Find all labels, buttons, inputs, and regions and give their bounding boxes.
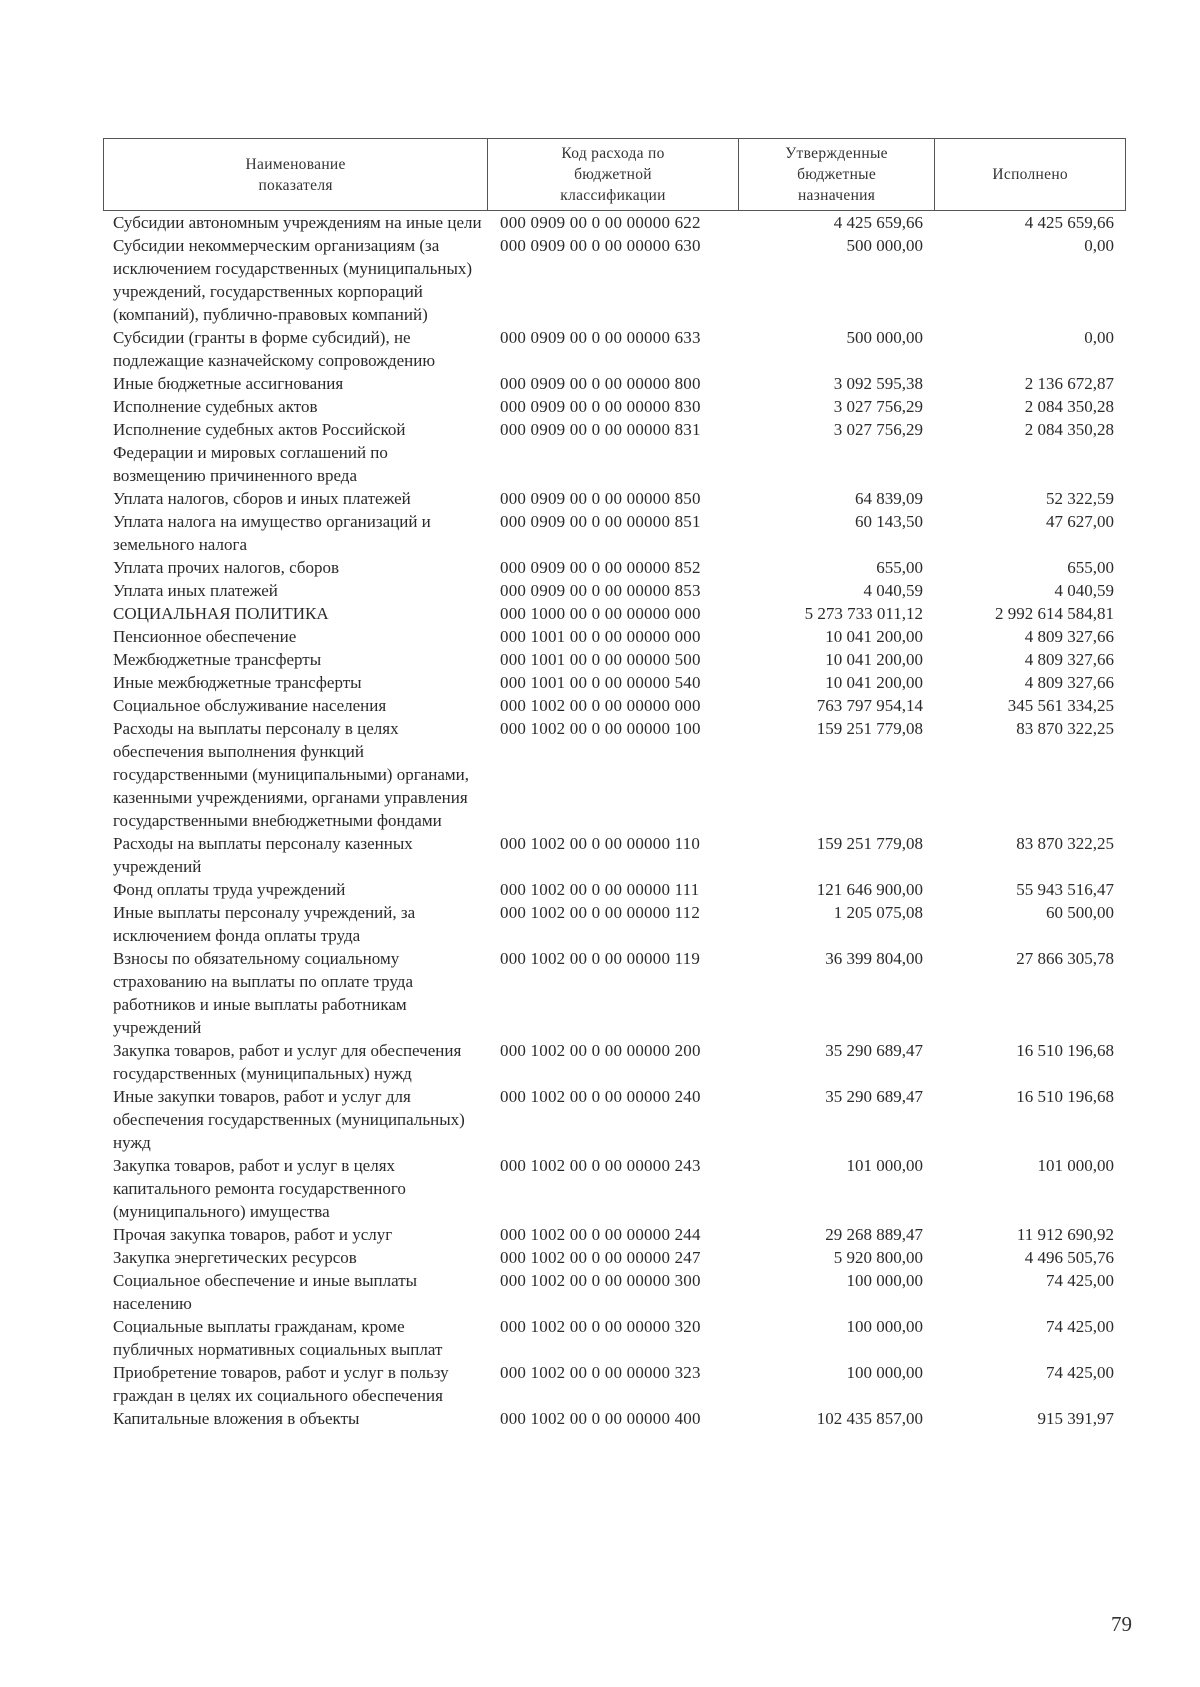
cell-executed: 47 627,00 — [1046, 512, 1114, 531]
cell-name: Уплата иных платежей — [113, 581, 278, 600]
table-row — [103, 878, 1126, 901]
cell-code: 000 1001 00 0 00 00000 540 — [500, 673, 701, 692]
header-approved: Утвержденные бюджетные назначения — [738, 139, 935, 210]
cell-name: Приобретение товаров, работ и услуг в пользу граждан в целях их социального обеспечения — [113, 1363, 449, 1405]
cell-executed: 83 870 322,25 — [1016, 834, 1114, 853]
table-row — [103, 947, 1126, 1039]
header-executed: Исполнено — [934, 139, 1125, 210]
table-row — [103, 1154, 1126, 1223]
cell-name: Пенсионное обеспечение — [113, 627, 297, 646]
cell-code: 000 0909 00 0 00 00000 831 — [500, 420, 701, 439]
cell-code: 000 0909 00 0 00 00000 622 — [500, 213, 701, 232]
cell-executed: 27 866 305,78 — [1016, 949, 1114, 968]
cell-code: 000 0909 00 0 00 00000 853 — [500, 581, 701, 600]
cell-executed: 2 136 672,87 — [1024, 374, 1114, 393]
cell-name: Закупка товаров, работ и услуг в целях капитального ремонта государственного (муниципального) имущества — [113, 1156, 406, 1221]
cell-approved: 500 000,00 — [846, 328, 923, 347]
cell-approved: 4 040,59 — [863, 581, 923, 600]
table-row — [103, 418, 1126, 487]
table-row — [103, 556, 1126, 579]
cell-code: 000 0909 00 0 00 00000 800 — [500, 374, 701, 393]
cell-executed: 655,00 — [1067, 558, 1114, 577]
cell-executed: 4 496 505,76 — [1024, 1248, 1114, 1267]
cell-code: 000 0909 00 0 00 00000 630 — [500, 236, 701, 255]
cell-approved: 10 041 200,00 — [825, 650, 923, 669]
cell-executed: 4 809 327,66 — [1024, 673, 1114, 692]
cell-name: Субсидии некоммерческим организациям (за исключением государственных (муниципальных) учреждений, государственных корпораций (компаний), публично-правовых компаний) — [113, 236, 473, 324]
table-row — [103, 579, 1126, 602]
table-row — [103, 901, 1126, 947]
cell-executed: 0,00 — [1084, 236, 1114, 255]
cell-approved: 1 205 075,08 — [833, 903, 923, 922]
table-row — [103, 1361, 1126, 1407]
cell-name: Иные межбюджетные трансферты — [113, 673, 362, 692]
cell-name: Фонд оплаты труда учреждений — [113, 880, 346, 899]
table-row — [103, 602, 1126, 625]
cell-executed: 4 040,59 — [1054, 581, 1114, 600]
table-row — [103, 832, 1126, 878]
cell-name: Уплата прочих налогов, сборов — [113, 558, 339, 577]
cell-name: Социальное обеспечение и иные выплаты населению — [113, 1271, 418, 1313]
cell-name: Уплата налогов, сборов и иных платежей — [113, 489, 411, 508]
table-row — [103, 1223, 1126, 1246]
cell-approved: 763 797 954,14 — [816, 696, 923, 715]
cell-approved: 29 268 889,47 — [825, 1225, 923, 1244]
table-header — [103, 138, 1126, 211]
cell-code: 000 1002 00 0 00 00000 000 — [500, 696, 701, 715]
table-row — [103, 1407, 1126, 1430]
cell-approved: 3 027 756,29 — [833, 420, 923, 439]
cell-approved: 35 290 689,47 — [825, 1087, 923, 1106]
table-row — [103, 625, 1126, 648]
cell-approved: 5 920 800,00 — [833, 1248, 923, 1267]
table-row — [103, 1039, 1126, 1085]
cell-approved: 36 399 804,00 — [825, 949, 923, 968]
cell-executed: 11 912 690,92 — [1016, 1225, 1114, 1244]
page-number: 79 — [1111, 1612, 1132, 1636]
cell-name: Социальное обслуживание населения — [113, 696, 387, 715]
cell-executed: 74 425,00 — [1046, 1317, 1114, 1336]
cell-code: 000 1002 00 0 00 00000 300 — [500, 1271, 701, 1290]
cell-approved: 159 251 779,08 — [816, 834, 923, 853]
cell-code: 000 1002 00 0 00 00000 320 — [500, 1317, 701, 1336]
cell-approved: 100 000,00 — [846, 1317, 923, 1336]
cell-code: 000 0909 00 0 00 00000 633 — [500, 328, 701, 347]
cell-approved: 100 000,00 — [846, 1271, 923, 1290]
cell-name: СОЦИАЛЬНАЯ ПОЛИТИКА — [113, 604, 329, 623]
cell-code: 000 1002 00 0 00 00000 110 — [500, 834, 701, 853]
cell-name: Капитальные вложения в объекты — [113, 1409, 360, 1428]
table-row — [103, 717, 1126, 832]
cell-approved: 3 027 756,29 — [833, 397, 923, 416]
cell-name: Взносы по обязательному социальному страхованию на выплаты по оплате труда работников и иные выплаты работникам учреждений — [113, 949, 413, 1037]
cell-executed: 83 870 322,25 — [1016, 719, 1114, 738]
cell-approved: 102 435 857,00 — [816, 1409, 923, 1428]
cell-name: Расходы на выплаты персоналу казенных учреждений — [113, 834, 413, 876]
cell-name: Расходы на выплаты персоналу в целях обеспечения выполнения функций государственными (муниципальными) органами, казенными учреждениями, органами управления государственными внебюджетными фондами — [113, 719, 469, 830]
cell-code: 000 0909 00 0 00 00000 851 — [500, 512, 701, 531]
cell-code: 000 1002 00 0 00 00000 100 — [500, 719, 701, 738]
table-row — [103, 372, 1126, 395]
cell-code: 000 1002 00 0 00 00000 400 — [500, 1409, 701, 1428]
cell-code: 000 0909 00 0 00 00000 830 — [500, 397, 701, 416]
cell-executed: 101 000,00 — [1037, 1156, 1114, 1175]
cell-name: Иные бюджетные ассигнования — [113, 374, 344, 393]
cell-executed: 0,00 — [1084, 328, 1114, 347]
cell-executed: 2 992 614 584,81 — [995, 604, 1114, 623]
cell-approved: 100 000,00 — [846, 1363, 923, 1382]
cell-name: Закупка товаров, работ и услуг для обеспечения государственных (муниципальных) нужд — [113, 1041, 462, 1083]
cell-code: 000 1001 00 0 00 00000 500 — [500, 650, 701, 669]
cell-executed: 2 084 350,28 — [1024, 397, 1114, 416]
cell-name: Исполнение судебных актов — [113, 397, 318, 416]
cell-code: 000 0909 00 0 00 00000 852 — [500, 558, 701, 577]
cell-approved: 10 041 200,00 — [825, 627, 923, 646]
cell-code: 000 1002 00 0 00 00000 244 — [500, 1225, 701, 1244]
cell-name: Субсидии автономным учреждениям на иные цели — [113, 213, 482, 232]
cell-approved: 64 839,09 — [855, 489, 923, 508]
cell-code: 000 1002 00 0 00 00000 243 — [500, 1156, 701, 1175]
cell-executed: 2 084 350,28 — [1024, 420, 1114, 439]
table-row — [103, 1085, 1126, 1154]
cell-code: 000 1002 00 0 00 00000 112 — [500, 903, 701, 922]
cell-code: 000 1002 00 0 00 00000 247 — [500, 1248, 701, 1267]
cell-executed: 60 500,00 — [1046, 903, 1114, 922]
cell-executed: 16 510 196,68 — [1016, 1087, 1114, 1106]
cell-name: Иные выплаты персоналу учреждений, за исключением фонда оплаты труда — [113, 903, 416, 945]
cell-approved: 10 041 200,00 — [825, 673, 923, 692]
header-code: Код расхода по бюджетной классификации — [487, 139, 738, 210]
table-row — [103, 648, 1126, 671]
cell-code: 000 1002 00 0 00 00000 119 — [500, 949, 701, 968]
cell-executed: 345 561 334,25 — [1007, 696, 1114, 715]
table-row — [103, 234, 1126, 326]
cell-approved: 35 290 689,47 — [825, 1041, 923, 1060]
cell-name: Социальные выплаты гражданам, кроме публичных нормативных социальных выплат — [113, 1317, 443, 1359]
cell-code: 000 1002 00 0 00 00000 111 — [500, 880, 700, 899]
cell-approved: 159 251 779,08 — [816, 719, 923, 738]
header-name: Наименование показателя — [245, 155, 346, 194]
cell-executed: 4 809 327,66 — [1024, 627, 1114, 646]
cell-executed: 4 425 659,66 — [1024, 213, 1114, 232]
cell-executed: 16 510 196,68 — [1016, 1041, 1114, 1060]
cell-code: 000 1002 00 0 00 00000 240 — [500, 1087, 701, 1106]
table-row — [103, 1269, 1126, 1315]
cell-name: Межбюджетные трансферты — [113, 650, 322, 669]
table-row — [103, 395, 1126, 418]
cell-approved: 101 000,00 — [846, 1156, 923, 1175]
cell-name: Уплата налога на имущество организаций и земельного налога — [113, 512, 431, 554]
cell-executed: 74 425,00 — [1046, 1363, 1114, 1382]
cell-code: 000 1001 00 0 00 00000 000 — [500, 627, 701, 646]
cell-code: 000 1002 00 0 00 00000 200 — [500, 1041, 701, 1060]
cell-approved: 500 000,00 — [846, 236, 923, 255]
cell-name: Иные закупки товаров, работ и услуг для обеспечения государственных (муниципальных) нужд — [113, 1087, 465, 1152]
table-row — [103, 211, 1126, 234]
cell-executed: 52 322,59 — [1046, 489, 1114, 508]
cell-code: 000 1002 00 0 00 00000 323 — [500, 1363, 701, 1382]
table-row — [103, 510, 1126, 556]
cell-executed: 915 391,97 — [1037, 1409, 1114, 1428]
cell-name: Прочая закупка товаров, работ и услуг — [113, 1225, 393, 1244]
cell-approved: 4 425 659,66 — [833, 213, 923, 232]
table-row — [103, 1315, 1126, 1361]
table-row — [103, 671, 1126, 694]
table-row — [103, 326, 1126, 372]
expense-table — [103, 138, 1126, 1430]
table-row — [103, 487, 1126, 510]
cell-code: 000 1000 00 0 00 00000 000 — [500, 604, 701, 623]
cell-executed: 4 809 327,66 — [1024, 650, 1114, 669]
cell-approved: 655,00 — [876, 558, 923, 577]
table-row — [103, 1246, 1126, 1269]
cell-executed: 74 425,00 — [1046, 1271, 1114, 1290]
cell-executed: 55 943 516,47 — [1016, 880, 1114, 899]
cell-approved: 60 143,50 — [855, 512, 923, 531]
cell-approved: 121 646 900,00 — [816, 880, 923, 899]
cell-approved: 3 092 595,38 — [833, 374, 923, 393]
cell-approved: 5 273 733 011,12 — [804, 604, 923, 623]
cell-name: Закупка энергетических ресурсов — [113, 1248, 357, 1267]
table-body — [103, 211, 1126, 1430]
table-row — [103, 694, 1126, 717]
cell-name: Субсидии (гранты в форме субсидий), не подлежащие казначейскому сопровождению — [113, 328, 436, 370]
cell-name: Исполнение судебных актов Российской Федерации и мировых соглашений по возмещению причиненного вреда — [113, 420, 406, 485]
cell-code: 000 0909 00 0 00 00000 850 — [500, 489, 701, 508]
